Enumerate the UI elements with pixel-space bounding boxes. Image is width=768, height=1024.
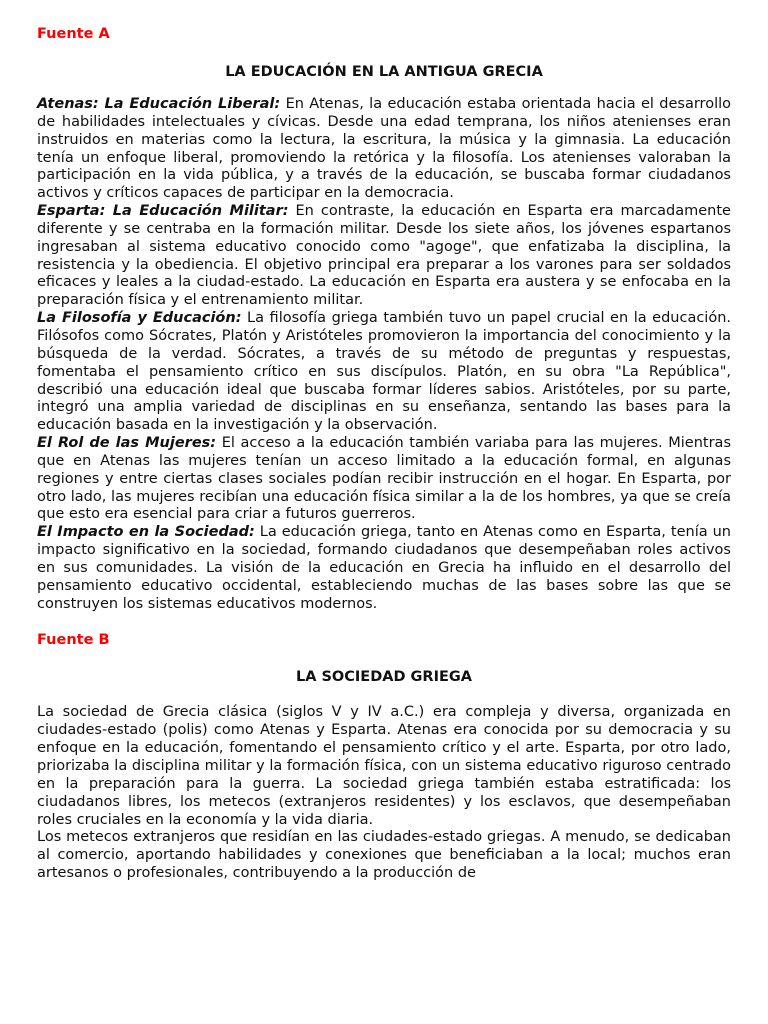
paragraph-metecos: Los metecos extranjeros que residían en las ciudades-estado griegas. A menudo, se dedicaban al comercio, aportando habilidades y conexiones que beneficiaban a la local; muchos eran artesanos o profesionales, contribuyendo a la producción de [37,829,731,882]
paragraph-philosophy [37,310,731,435]
paragraph-lead: Atenas: La Educación Liberal: [37,96,281,112]
paragraph-text: La educación griega, tanto en Atenas como en Esparta, tenía un impacto significativo en la sociedad, formando ciudadanos que desempeñaban roles activos en sus comunidades. La visión de la educación en Grecia ha influido en el desarrollo del pensamiento educativo occidental, estableciendo muchas de las bases sobre las que se construyen los sistemas educativos modernos. [37,524,731,612]
paragraph-women [37,435,731,524]
paragraph-text: El acceso a la educación también variaba para las mujeres. Mientras que en Atenas las mujeres tenían un acceso limitado a la educación formal, en algunas regiones y entre ciertas clases sociales podían recibir instrucción en el hogar. En Esparta, por otro lado, las mujeres recibían una educación física similar a la de los hombres, ya que se creía que esto era esencial para criar a futuros guerreros. [37,435,731,523]
paragraph-text: En contraste, la educación en Esparta era marcadamente diferente y se centraba en la formación militar. Desde los siete años, los jóvenes espartanos ingresaban al sistema educativo conocido como "agoge", que enfatizaba la disciplina, la resistencia y la obediencia. El objetivo principal era preparar a los varones para ser soldados eficaces y leales a la ciudad-estado. La educación en Esparta era austera y se enfocaba en la preparación física y el entrenamiento militar. [37,203,731,309]
paragraph-lead: El Impacto en la Sociedad: [37,524,255,541]
document-page [37,24,731,883]
paragraph-sparta [37,203,731,310]
source-a-title: LA EDUCACIÓN EN LA ANTIGUA GRECIA [225,64,543,80]
paragraph-text: La filosofía griega también tuvo un papel crucial en la educación. Filósofos como Sócrates, Platón y Aristóteles promovieron la importancia del conocimiento y la búsqueda de la verdad. Sócrates, a través de su método de preguntas y respuestas, fomentaba el pensamiento crítico en sus discípulos. Platón, en su obra "La República", describió una educación ideal que buscaba formar líderes sabios. Aristóteles, por su parte, integró una amplia variedad de disciplinas en su enseñanza, sentando las bases para la educación basada en la investigación y la observación. [37,310,731,434]
paragraph-athens [37,96,731,203]
source-b-label: Fuente B [37,632,110,649]
paragraph-lead: Esparta: La Educación Militar: [37,203,289,220]
paragraph-impact [37,524,731,613]
paragraph-society: La sociedad de Grecia clásica (siglos V y IV a.C.) era compleja y diversa, organizada en ciudades-estado (polis) como Atenas y Esparta. Atenas era conocida por su democracia y su enfoque en la educación, fomentando el pensamiento crítico y el arte. Esparta, por otro lado, priorizaba la disciplina militar y la formación física, con un sistema educativo riguroso centrado en la preparación para la guerra. La sociedad griega también estaba estratificada: los ciudadanos libres, los metecos (extranjeros residentes) y los esclavos, que desempeñaban roles cruciales en la economía y la vida diaria. [37,704,731,828]
source-b-title: LA SOCIEDAD GRIEGA [295,669,473,686]
paragraph-lead: El Rol de las Mujeres: [37,435,217,452]
paragraph-text: En Atenas, la educación estaba orientada hacia el desarrollo de habilidades intelectuales y cívicas. Desde una edad temprana, los niños atenienses eran instruidos en materias como la lectura, la escritura, la música y la gimnasia. La educación tenía un enfoque liberal, promoviendo la retórica y la filosofía. Los atenienses valoraban la participación en la vida pública, y a través de la educación, se buscaba formar ciudadanos activos y críticos capaces de participar en la democracia. [37,96,731,202]
paragraph-lead: La Filosofía y Educación: [37,310,242,327]
source-a-label: Fuente A [37,26,110,42]
